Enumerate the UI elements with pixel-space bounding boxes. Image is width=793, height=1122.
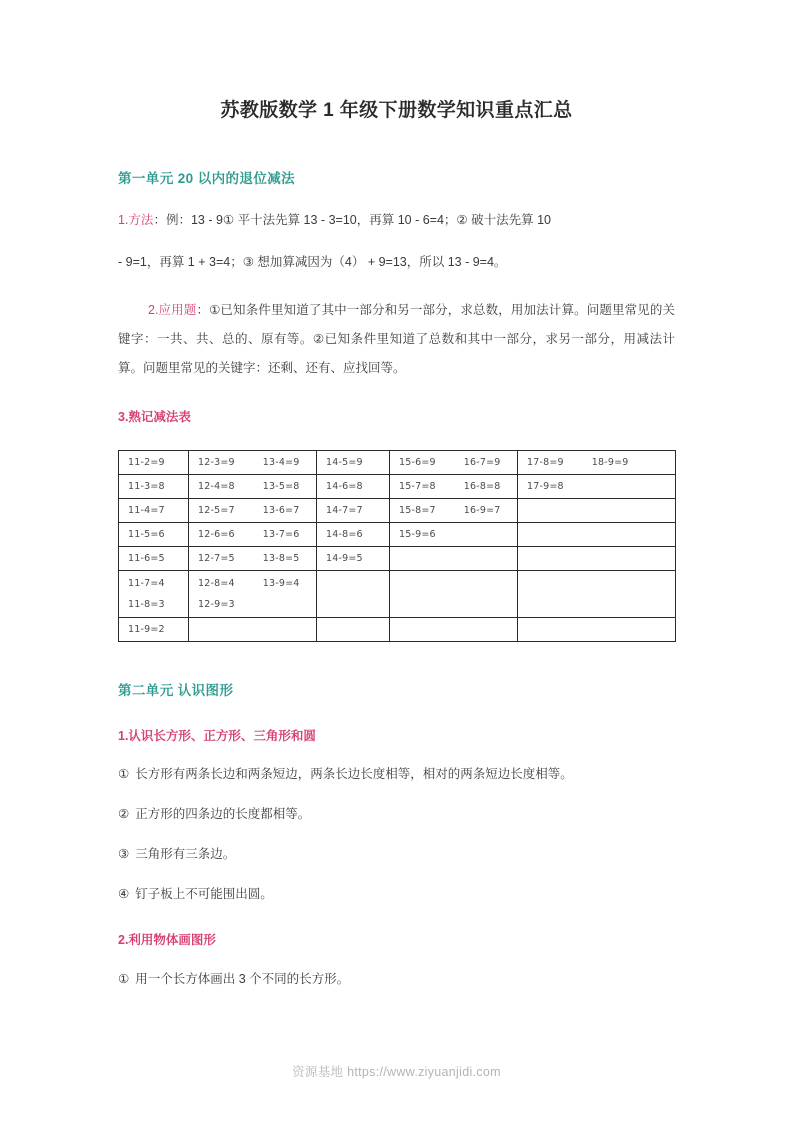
table-row [119,451,676,475]
table-equation: 15-9=6 [399,529,436,541]
application-paragraph [118,277,675,383]
table-equation: 12-8=4 [198,578,235,590]
table-cell [317,523,390,547]
table-equation: 12-7=5 [198,553,235,565]
table-row [119,499,676,523]
table-cell [518,451,676,475]
table-cell-line [198,573,316,594]
table-cell [189,523,317,547]
table-cell [390,618,518,642]
table-cell [390,547,518,571]
table-cell [317,547,390,571]
table-cell [390,499,518,523]
list-marker: ① [118,767,130,782]
table-cell [189,547,317,571]
table-equation: 16-7=9 [463,457,501,469]
subtraction-table-wrapper [118,428,675,642]
table-equation: 12-4=8 [198,481,235,493]
table-cell [189,571,317,618]
table-cell [390,451,518,475]
table-cell [317,451,390,475]
table-equation: 15-6=9 [399,457,436,469]
table-equation: 12-9=3 [198,599,235,611]
method-paragraph-line1 [118,189,675,235]
subtraction-table-label: 3.熟记减法表 [118,410,191,425]
table-cell [119,523,189,547]
table-equation: 18-9=9 [591,457,629,469]
table-equation: 15-8=7 [399,505,436,517]
list-item-text: 长方形有两条长边和两条短边，两条长边长度相等，相对的两条短边长度相等。 [135,767,573,782]
table-equation: 11-5=6 [128,529,165,541]
list-marker: ④ [118,886,130,901]
table-cell [390,475,518,499]
table-equation: 13-8=5 [262,553,300,565]
list-item-text: 正方形的四条边的长度都相等。 [135,807,311,822]
table-cell [518,475,676,499]
table-equation: 11-7=4 [128,578,165,590]
table-equation: 13-4=9 [262,457,300,469]
table-cell [317,499,390,523]
table-equation: 14-7=7 [326,505,363,517]
table-cell [317,618,390,642]
table-equation: 17-8=9 [527,457,564,469]
table-equation: 11-2=9 [128,457,165,469]
table-equation: 11-9=2 [128,624,165,636]
list-item-text: 钉子板上不可能围出圆。 [135,886,273,901]
table-cell-line [198,594,316,615]
list-marker: ② [118,807,130,822]
table-cell [119,618,189,642]
table-cell [317,571,390,618]
sub-heading-draw-shapes: 2.利用物体画图形 [118,933,216,948]
method-label: 1.方法 [118,213,154,228]
list-item [118,952,675,992]
page-title: 苏教版数学 1 年级下册数学知识重点汇总 [220,100,573,121]
method-text-line1: ：例：13 - 9① 平十法先算 13 - 3=10，再算 10 - 6=4；② 破十法先算 10 [153,213,551,228]
table-row [119,571,676,618]
table-equation: 12-3=9 [198,457,235,469]
table-cell [518,618,676,642]
table-cell [518,547,676,571]
table-equation: 13-9=4 [262,578,300,590]
table-equation: 14-9=5 [326,553,363,565]
table-equation: 14-5=9 [326,457,363,469]
table-equation: 12-5=7 [198,505,235,517]
table-cell [518,523,676,547]
table-cell [189,499,317,523]
footer-watermark: 资源基地 https://www.ziyuanjidi.com [292,1065,501,1079]
table-equation: 17-9=8 [527,481,564,493]
table-cell [119,499,189,523]
method-paragraph-line2: - 9=1，再算 1 + 3=4；③ 想加算减因为（4） + 9=13，所以 13 - 9=4。 [118,255,507,270]
table-cell [518,499,676,523]
list-item-text: 用一个长方体画出 3 个不同的长方形。 [135,971,350,986]
table-cell [119,451,189,475]
table-cell [390,571,518,618]
table-row [119,547,676,571]
table-cell [317,475,390,499]
unit-heading-2: 第二单元 认识图形 [118,683,234,699]
table-cell [189,618,317,642]
table-equation: 13-5=8 [262,481,300,493]
list-item [118,747,675,787]
table-equation: 14-8=6 [326,529,363,541]
subtraction-table [118,450,676,642]
list-item-text: 三角形有三条边。 [135,846,236,861]
table-equation: 14-6=8 [326,481,363,493]
table-cell-line [128,573,188,594]
subtraction-table-body [119,451,676,642]
table-cell [189,451,317,475]
application-label: 2.应用题 [148,303,197,318]
table-row [119,618,676,642]
table-equation: 11-6=5 [128,553,165,565]
table-equation: 13-6=7 [262,505,300,517]
table-equation: 11-3=8 [128,481,165,493]
table-cell [518,571,676,618]
table-row [119,523,676,547]
table-cell [119,547,189,571]
unit-heading-1: 第一单元 20 以内的退位减法 [118,170,296,186]
table-cell [119,475,189,499]
table-cell [119,571,189,618]
table-equation: 16-8=8 [463,481,501,493]
table-equation: 12-6=6 [198,529,235,541]
list-marker: ① [118,971,130,986]
list-item [118,787,675,827]
table-equation: 16-9=7 [463,505,501,517]
list-item [118,827,675,867]
table-equation: 11-4=7 [128,505,165,517]
list-item [118,867,675,907]
table-cell [390,523,518,547]
list-marker: ③ [118,846,130,861]
table-equation: 15-7=8 [399,481,436,493]
table-row [119,475,676,499]
application-text: ：①已知条件里知道了其中一部分和另一部分，求总数，用加法计算。问题里常见的关键字：一共、共、总的、原有等。②已知条件里知道了总数和其中一部分，求另一部分，用减法计算。问题里常见的关键字：还剩、还有、应找回等。 [118,303,675,376]
table-cell-line [128,594,188,615]
sub-heading-recognize-shapes: 1.认识长方形、正方形、三角形和圆 [118,729,316,744]
table-equation: 11-8=3 [128,599,165,611]
table-cell [189,475,317,499]
table-equation: 13-7=6 [262,529,300,541]
